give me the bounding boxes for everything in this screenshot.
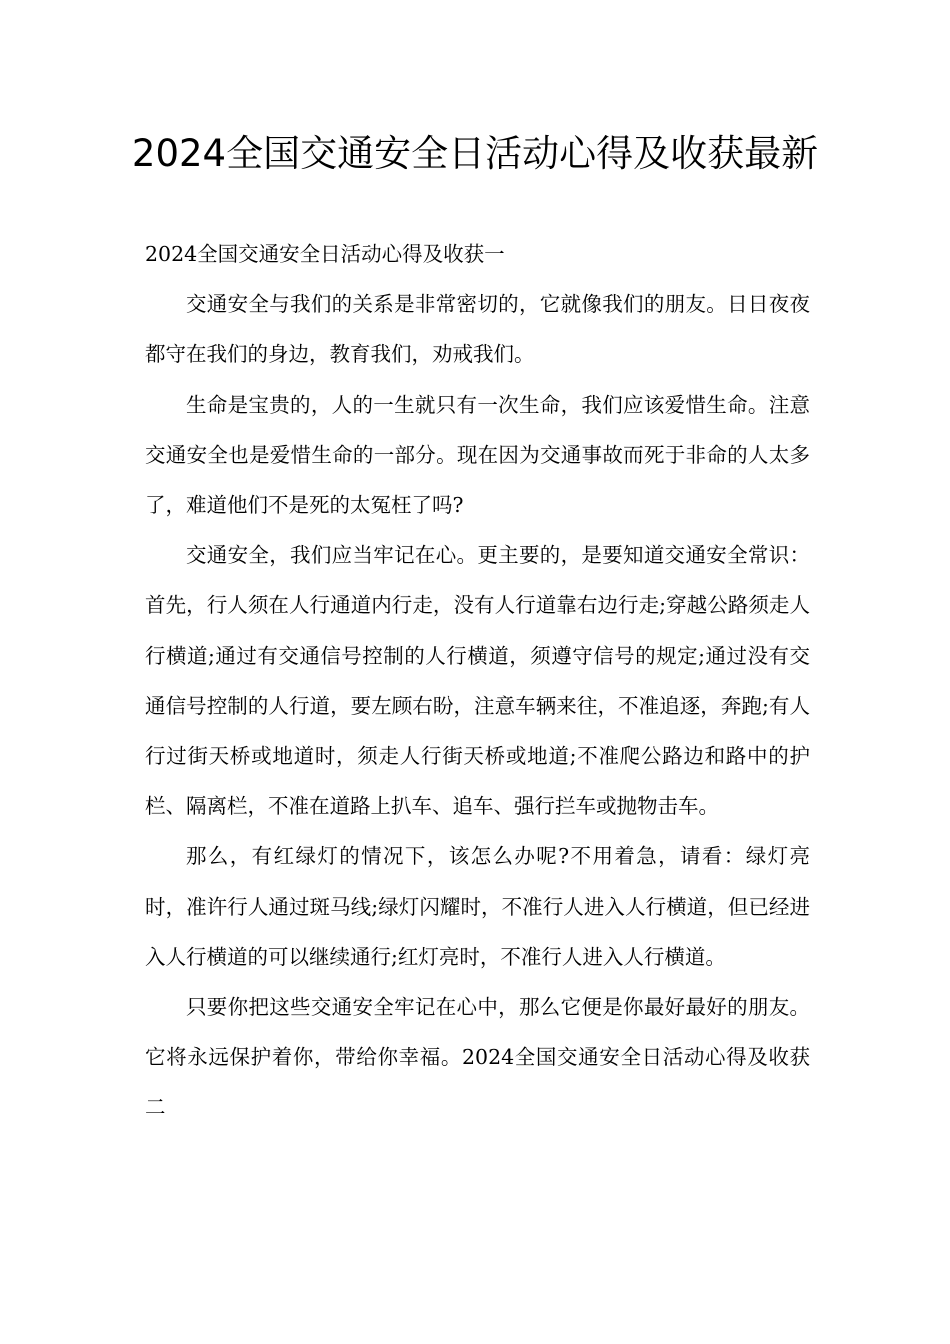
body-paragraph-3: 交通安全，我们应当牢记在心。更主要的，是要知道交通安全常识：首先，行人须在人行通道内行走，没有人行道靠右边行走;穿越公路须走人行横道;通过有交通信号控制的人行横道，须遵守信号的规定;通过没有交通信号控制的人行道，要左顾右盼，注意车辆来往，不准追逐，奔跑;有人行过街天桥或地道时，须走人行街天桥或地道;不准爬公路边和路中的护栏、隔离栏，不准在道路上扒车、追车、强行拦车或抛物击车。 [145, 543, 810, 819]
body-paragraph-5: 只要你把这些交通安全牢记在心中，那么它便是你最好最好的朋友。它将永远保护着你，带给你幸福。2024全国交通安全日活动心得及收获二 [145, 995, 810, 1120]
section-heading: 2024全国交通安全日活动心得及收获一 [145, 242, 505, 266]
body-paragraph-1: 交通安全与我们的关系是非常密切的，它就像我们的朋友。日日夜夜都守在我们的身边，教育我们，劝戒我们。 [145, 292, 810, 367]
body-paragraph-2: 生命是宝贵的，人的一生就只有一次生命，我们应该爱惜生命。注意交通安全也是爱惜生命的一部分。现在因为交通事故而死于非命的人太多了，难道他们不是死的太冤枉了吗? [145, 392, 810, 518]
document-title: 2024全国交通安全日活动心得及收获最新 [131, 132, 819, 175]
body-paragraph-4: 那么，有红绿灯的情况下，该怎么办呢?不用着急，请看：绿灯亮时，准许行人通过斑马线;绿灯闪耀时，不准行人进入人行横道，但已经进入人行横道的可以继续通行;红灯亮时，不准行人进入人行横道。 [145, 844, 810, 969]
document-body [145, 229, 810, 1133]
